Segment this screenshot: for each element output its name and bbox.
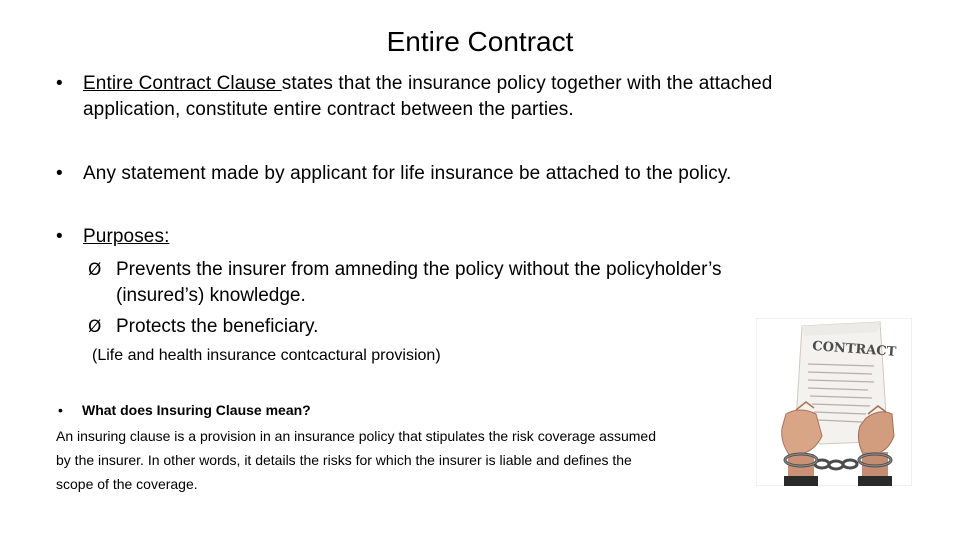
bullet-marker: • xyxy=(56,163,63,184)
answer-paragraph xyxy=(56,424,756,496)
bullet-marker: • xyxy=(56,226,63,247)
paper-title: CONTRACT xyxy=(811,339,897,360)
bullet-text xyxy=(83,224,169,250)
answer-line: An insuring clause is a provision in an insurance policy that stipulates the risk coverage assumed xyxy=(56,428,656,444)
bullet-text xyxy=(83,71,772,123)
bullet-line2: application, constitute entire contract between the parties. xyxy=(83,99,574,120)
underlined-term: Entire Contract Clause xyxy=(83,73,282,94)
answer-line: by the insurer. In other words, it details the risks for which the insurer is liable and defines the xyxy=(56,452,632,468)
underlined-term: Purposes: xyxy=(83,226,170,247)
contract-handcuffed-hands-image xyxy=(756,318,912,486)
bullet-text: Any statement made by applicant for life insurance be attached to the policy. xyxy=(83,163,732,184)
arrow-bullet-icon: Ø xyxy=(88,317,102,337)
bullet-line1-rest: states that the insurance policy together with the attached xyxy=(281,73,773,94)
question-text: What does Insuring Clause mean? xyxy=(82,402,311,418)
bullet-marker: • xyxy=(56,73,63,94)
subpoint-text xyxy=(116,257,722,309)
answer-line: scope of the coverage. xyxy=(56,476,198,492)
subpoint-line1: Prevents the insurer from amneding the policy without the policyholder’s xyxy=(116,259,722,280)
bullet-marker: • xyxy=(58,402,63,418)
provision-note: (Life and health insurance contcactural provision) xyxy=(92,347,441,364)
subpoint-line1: Protects the beneficiary. xyxy=(116,316,319,337)
contract-image-svg xyxy=(756,318,912,486)
arrow-bullet-icon: Ø xyxy=(88,260,102,280)
subpoint-line2: (insured’s) knowledge. xyxy=(116,285,306,306)
slide-title: Entire Contract xyxy=(386,26,574,57)
